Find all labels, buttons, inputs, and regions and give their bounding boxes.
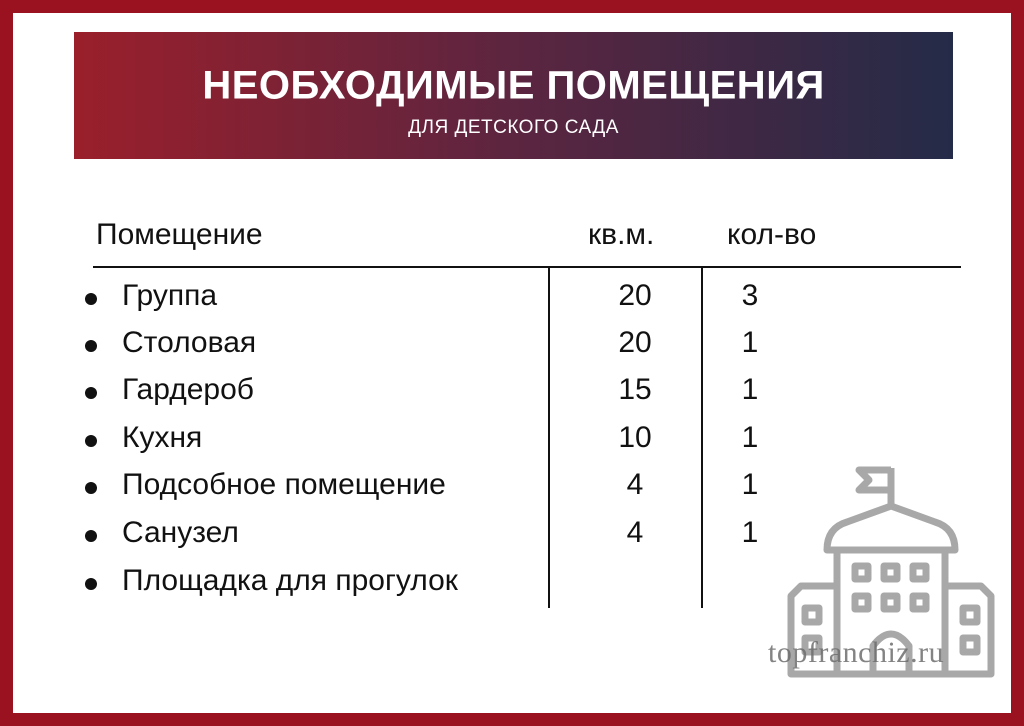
room-area: 20 [618, 279, 652, 312]
list-item [0, 326, 1024, 366]
page-subtitle: ДЛЯ ДЕТСКОГО САДА [408, 117, 619, 138]
bullet-icon [85, 293, 97, 305]
room-name: Группа [122, 279, 218, 312]
watermark: topfranchiz.ru [768, 636, 945, 669]
column-header-count: кол-во [727, 218, 817, 251]
room-name: Столовая [122, 326, 257, 359]
bullet-icon [85, 435, 97, 447]
bullet-icon [85, 482, 97, 494]
bullet-icon [85, 387, 97, 399]
room-count: 1 [741, 468, 759, 501]
bullet-icon [85, 578, 97, 590]
list-item [0, 279, 1024, 319]
column-header-area: кв.м. [588, 218, 655, 251]
title-banner [74, 32, 953, 159]
room-count: 1 [741, 326, 759, 359]
room-name: Кухня [122, 421, 203, 454]
column-header-room: Помещение [96, 218, 263, 251]
bullet-icon [85, 530, 97, 542]
room-name: Гардероб [122, 373, 254, 406]
room-area: 4 [626, 468, 644, 501]
bullet-icon [85, 340, 97, 352]
room-name: Санузел [122, 516, 239, 549]
page-title: НЕОБХОДИМЫЕ ПОМЕЩЕНИЯ [202, 63, 825, 108]
room-count: 1 [741, 516, 759, 549]
room-count: 1 [741, 421, 759, 454]
list-item [0, 421, 1024, 461]
room-area: 10 [618, 421, 652, 454]
room-area: 15 [618, 373, 652, 406]
room-count: 3 [741, 279, 759, 312]
header-divider [93, 266, 961, 268]
list-item [0, 373, 1024, 413]
room-name: Подсобное помещение [122, 468, 446, 501]
room-name: Площадка для прогулок [122, 564, 458, 597]
room-area: 20 [618, 326, 652, 359]
room-count: 1 [741, 373, 759, 406]
room-area: 4 [626, 516, 644, 549]
